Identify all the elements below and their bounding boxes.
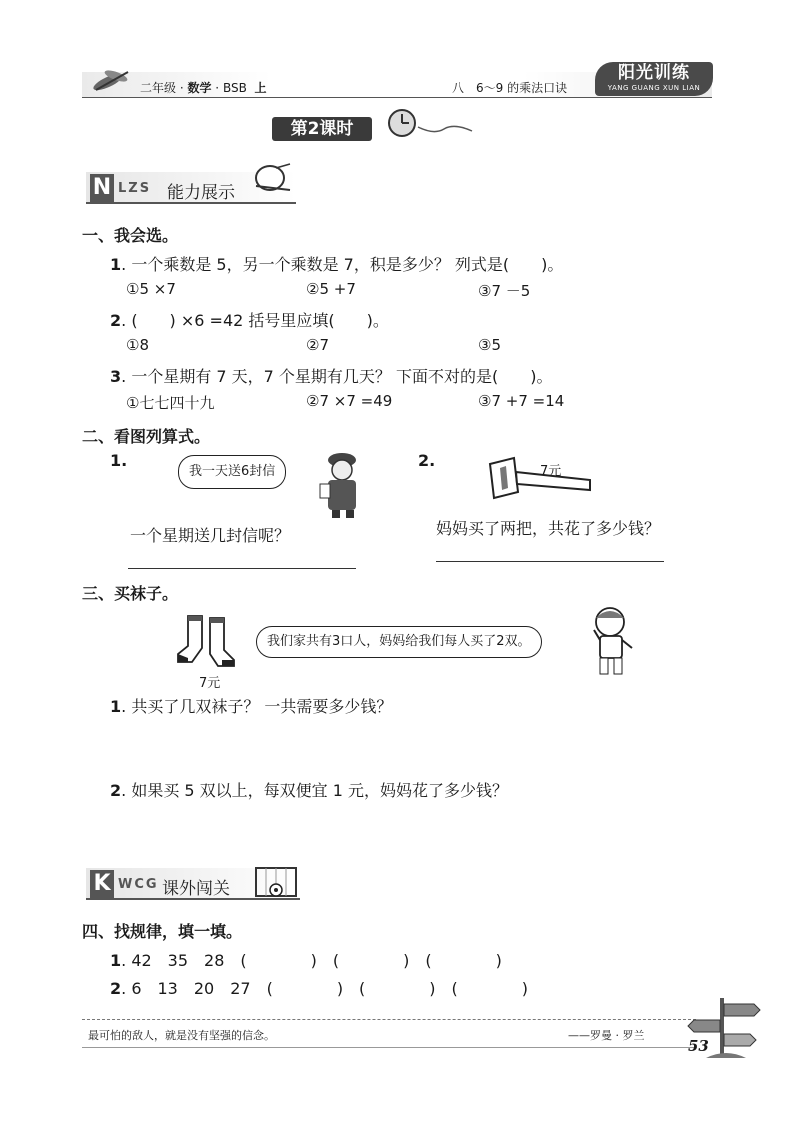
brand-sub: YANG GUANG XUN LIAN bbox=[607, 84, 701, 92]
part2-p1-num: 1. bbox=[110, 451, 128, 470]
signpost-icon bbox=[686, 994, 762, 1062]
footer-quote: 最可怕的敌人，就是没有坚强的信念。 bbox=[88, 1029, 275, 1042]
part1-q1-option-3[interactable]: ③7 －5 bbox=[478, 282, 531, 300]
part4-q1-text: . 42 35 28 ( ) ( ) ( ) bbox=[121, 951, 502, 970]
brand-main: 阳光训练 bbox=[618, 63, 690, 83]
part3-q2-num: 2 bbox=[110, 781, 122, 800]
section-ability-letter: N bbox=[90, 174, 114, 202]
section-extra-code: WCG bbox=[118, 877, 159, 892]
header-grade-subject: 二年级 · 数学 · BSB 上 bbox=[140, 81, 267, 95]
part2-p2-answer-line[interactable] bbox=[436, 561, 664, 562]
header-volume: 上 bbox=[254, 81, 267, 95]
part1-question-2 bbox=[110, 308, 389, 331]
part4-question-2 bbox=[110, 976, 528, 999]
part3-price: 7元 bbox=[199, 676, 221, 691]
brand-logo bbox=[595, 62, 713, 96]
part2-p2-price: 7元 bbox=[540, 464, 562, 479]
part1-q2-option-1[interactable]: ①8 bbox=[126, 336, 149, 354]
part1-q3-option-1[interactable]: ①七七四十九 bbox=[126, 394, 215, 412]
part2-p2-question: 妈妈买了两把，共花了多少钱？ bbox=[436, 519, 661, 538]
part1-q3-num: 3 bbox=[110, 367, 122, 386]
part1-q3-option-3[interactable]: ③7 +7 =14 bbox=[478, 392, 565, 410]
part3-heading: 三、买袜子。 bbox=[82, 584, 179, 603]
section-extra-letter: K bbox=[90, 870, 114, 898]
part2-p1-speech-bubble: 我一天送6封信 bbox=[178, 455, 286, 489]
header-grade: 二年级 bbox=[140, 81, 177, 95]
header-rule bbox=[82, 97, 712, 98]
part1-q1-num: 1 bbox=[110, 255, 122, 274]
section-extra-title: 课外闯关 bbox=[162, 879, 230, 899]
part1-q1-text: . 一个乘数是 5，另一个乘数是 7，积是多少？ 列式是( )。 bbox=[121, 255, 564, 274]
mailman-icon bbox=[318, 448, 368, 520]
part4-heading: 四、找规律，填一填。 bbox=[82, 922, 243, 941]
part4-question-1 bbox=[110, 948, 502, 971]
part3-question-1 bbox=[110, 694, 392, 717]
part3-q2-text: . 如果买 5 双以上，每双便宜 1 元，妈妈花了多少钱？ bbox=[121, 781, 509, 800]
footer-bottom-rule bbox=[82, 1047, 696, 1048]
part1-q3-text: . 一个星期有 7 天，7 个星期有几天？ 下面不对的是( )。 bbox=[121, 367, 553, 386]
section-ability-code: LZS bbox=[118, 181, 152, 196]
part4-q2-num: 2 bbox=[110, 979, 122, 998]
part1-heading: 一、我会选。 bbox=[82, 226, 179, 245]
sneaker-icon bbox=[246, 160, 298, 200]
part1-question-1 bbox=[110, 252, 563, 275]
header-subject: 数学 bbox=[187, 81, 212, 95]
footer-top-rule bbox=[82, 1019, 696, 1020]
part3-q1-text: . 共买了几双袜子？ 一共需要多少钱？ bbox=[121, 697, 393, 716]
footer-author: ——罗曼 · 罗兰 bbox=[568, 1029, 645, 1042]
part1-q1-option-2[interactable]: ②5 +7 bbox=[306, 280, 356, 298]
header-chapter: 八 6～9 的乘法口诀 bbox=[452, 81, 568, 95]
part3-q1-num: 1 bbox=[110, 697, 122, 716]
part1-q2-option-2[interactable]: ②7 bbox=[306, 336, 329, 354]
lesson-title: 第2课时 bbox=[272, 117, 372, 141]
part2-p2-num: 2. bbox=[418, 451, 436, 470]
page-number: 53 bbox=[688, 1037, 709, 1055]
section-ability-title: 能力展示 bbox=[167, 183, 235, 203]
soccer-goal-icon bbox=[254, 866, 300, 900]
header-edition: BSB bbox=[222, 81, 247, 95]
part2-heading: 二、看图列算式。 bbox=[82, 427, 211, 446]
part2-p1-question: 一个星期送几封信呢？ bbox=[130, 526, 291, 545]
dragonfly-icon bbox=[88, 62, 138, 96]
part2-p1-answer-line[interactable] bbox=[128, 568, 356, 569]
part3-question-2 bbox=[110, 778, 508, 801]
boy-icon bbox=[586, 604, 640, 680]
part4-q2-text: . 6 13 20 27 ( ) ( ) ( ) bbox=[121, 979, 529, 998]
part1-q1-option-1[interactable]: ①5 ×7 bbox=[126, 280, 176, 298]
part3-speech-bubble: 我们家共有3口人，妈妈给我们每人买了2双。 bbox=[256, 626, 542, 658]
part1-q3-option-2[interactable]: ②7 ×7 =49 bbox=[306, 392, 393, 410]
alarm-clock-icon bbox=[384, 103, 474, 143]
socks-icon bbox=[174, 614, 244, 670]
part1-question-3 bbox=[110, 364, 553, 387]
part1-q2-option-3[interactable]: ③5 bbox=[478, 336, 501, 354]
part1-q2-text: . ( ) ×6 =42 括号里应填( )。 bbox=[121, 311, 389, 330]
part1-q2-num: 2 bbox=[110, 311, 122, 330]
part4-q1-num: 1 bbox=[110, 951, 122, 970]
